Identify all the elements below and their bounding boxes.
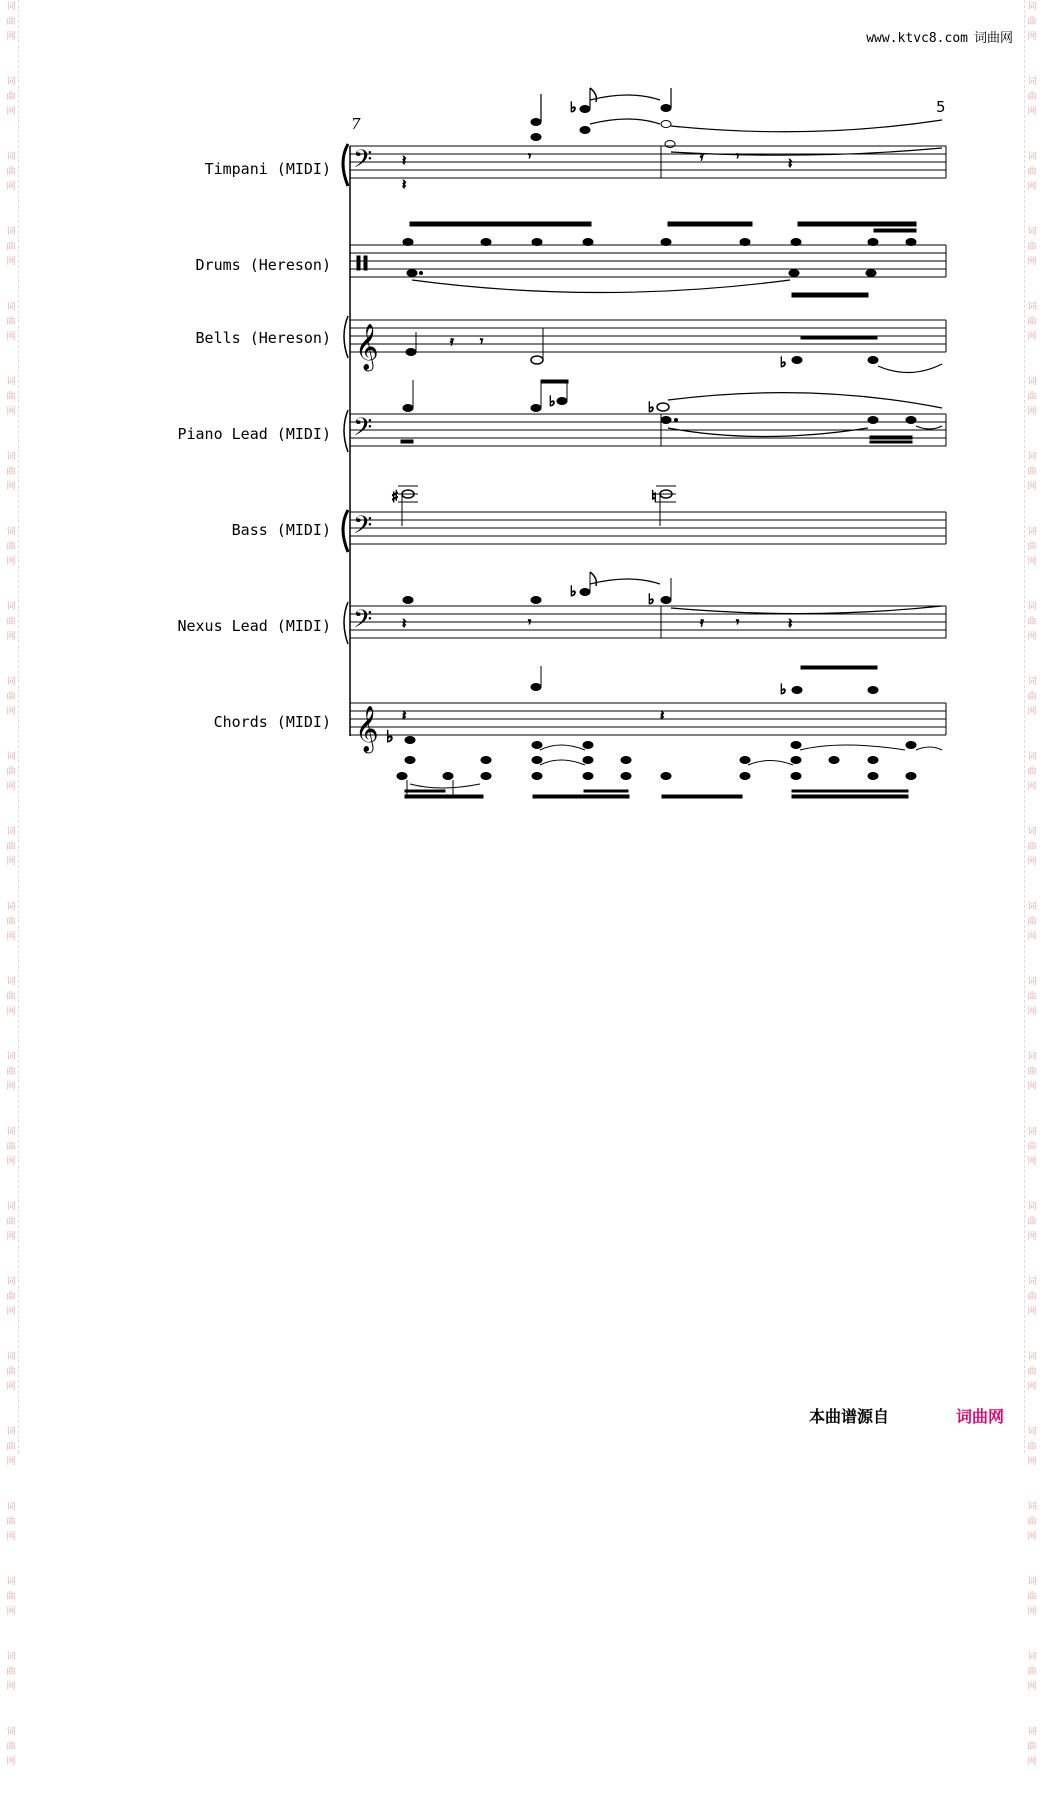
svg-text:𝄽: 𝄽 (402, 177, 407, 193)
svg-text:♯: ♯ (391, 487, 399, 506)
instrument-label-nexus-lead: Nexus Lead (MIDI) (177, 617, 331, 635)
staff-nexus-lead (350, 606, 946, 638)
bells-brace (344, 316, 348, 358)
left-watermark-column: 词 曲 网 词 曲 网 词 曲 网 词 曲 网 词 曲 网 词 曲 网 词 曲 网 词 曲 网 词 曲 网 词 曲 网 词 曲 网 词 曲 网 词 曲 网 词 曲 网 词 曲 网 词 曲 网 词 曲 网 词 曲 网 词 曲 网 词 曲 网 词 曲 网 词 曲 网 词 曲 网 词 曲 网 (6, 2, 16, 1767)
svg-text:𝄽: 𝄽 (402, 153, 407, 169)
site-name: 词曲网 (973, 31, 1013, 46)
svg-text:♭: ♭ (570, 100, 577, 116)
svg-text:♭: ♭ (648, 400, 655, 416)
site-url: www.ktvc8.com (866, 31, 968, 46)
nexus-lead-notes (402, 572, 942, 632)
instrument-label-chords: Chords (MIDI) (213, 713, 331, 731)
staff-timpani (350, 146, 946, 178)
drums-notes (403, 222, 916, 297)
page-marker: 5 (936, 98, 946, 116)
svg-text:𝄿: 𝄿 (700, 149, 704, 163)
instrument-label-bass: Bass (MIDI) (231, 521, 331, 539)
instrument-label-bells: Bells (Hereson) (195, 329, 331, 347)
svg-text:𝄾: 𝄾 (736, 149, 740, 163)
svg-text:𝄽: 𝄽 (402, 616, 407, 632)
instrument-label-drums: Drums (Hereson) (195, 256, 331, 274)
svg-text:𝄾: 𝄾 (528, 615, 532, 629)
staff-chords (350, 703, 946, 735)
staff-bass (350, 512, 946, 544)
piano-lead-notes (401, 380, 942, 443)
treble-clef-icon: 𝄞 (355, 324, 379, 370)
svg-text:𝄿: 𝄿 (700, 615, 704, 629)
svg-text:𝄽: 𝄽 (402, 708, 407, 724)
svg-text:𝄾: 𝄾 (528, 149, 532, 163)
staff-drums (350, 245, 946, 277)
nexus-brace (344, 602, 348, 644)
svg-text:♮: ♮ (651, 487, 657, 506)
footer-source-label: 本曲谱源自 (809, 1407, 890, 1426)
svg-text:𝄽: 𝄽 (660, 708, 665, 724)
bass-clef-icon: 𝄢 (353, 413, 373, 448)
footer-brand-link[interactable]: 词曲网 (956, 1407, 1005, 1426)
svg-text:♭: ♭ (780, 682, 787, 698)
measure-number: 7 (351, 115, 361, 133)
svg-text:♭: ♭ (570, 584, 577, 600)
bass-bracket (343, 510, 348, 552)
timpani-notes (402, 88, 942, 193)
svg-text:𝄾: 𝄾 (736, 615, 740, 629)
bass-clef-icon: 𝄢 (353, 511, 373, 546)
svg-text:𝄽: 𝄽 (788, 616, 793, 632)
svg-text:♭: ♭ (549, 394, 556, 410)
timpani-bracket (343, 144, 348, 186)
svg-text:♭: ♭ (648, 592, 655, 608)
svg-text:♭: ♭ (386, 727, 394, 746)
treble-clef-icon: 𝄞 (355, 706, 379, 752)
instrument-label-timpani: Timpani (MIDI) (204, 160, 331, 178)
svg-text:𝄾: 𝄾 (480, 334, 484, 348)
bass-clef-icon: 𝄢 (353, 145, 373, 180)
right-watermark-column: 词 曲 网 词 曲 网 词 曲 网 词 曲 网 词 曲 网 词 曲 网 词 曲 网 词 曲 网 词 曲 网 词 曲 网 词 曲 网 词 曲 网 词 曲 网 词 曲 网 词 曲 网 词 曲 网 词 曲 网 词 曲 网 词 曲 网 词 曲 网 词 曲 网 词 曲 网 词 曲 网 词 曲 网 (1027, 2, 1037, 1767)
piano-brace (344, 410, 348, 452)
bass-clef-icon: 𝄢 (353, 605, 373, 640)
bells-notes (406, 328, 942, 373)
svg-text:𝄽: 𝄽 (788, 156, 793, 172)
chords-notes (386, 666, 942, 798)
svg-text:𝄿: 𝄿 (450, 334, 454, 348)
svg-text:♭: ♭ (780, 355, 787, 371)
instrument-label-piano-lead: Piano Lead (MIDI) (177, 425, 331, 443)
